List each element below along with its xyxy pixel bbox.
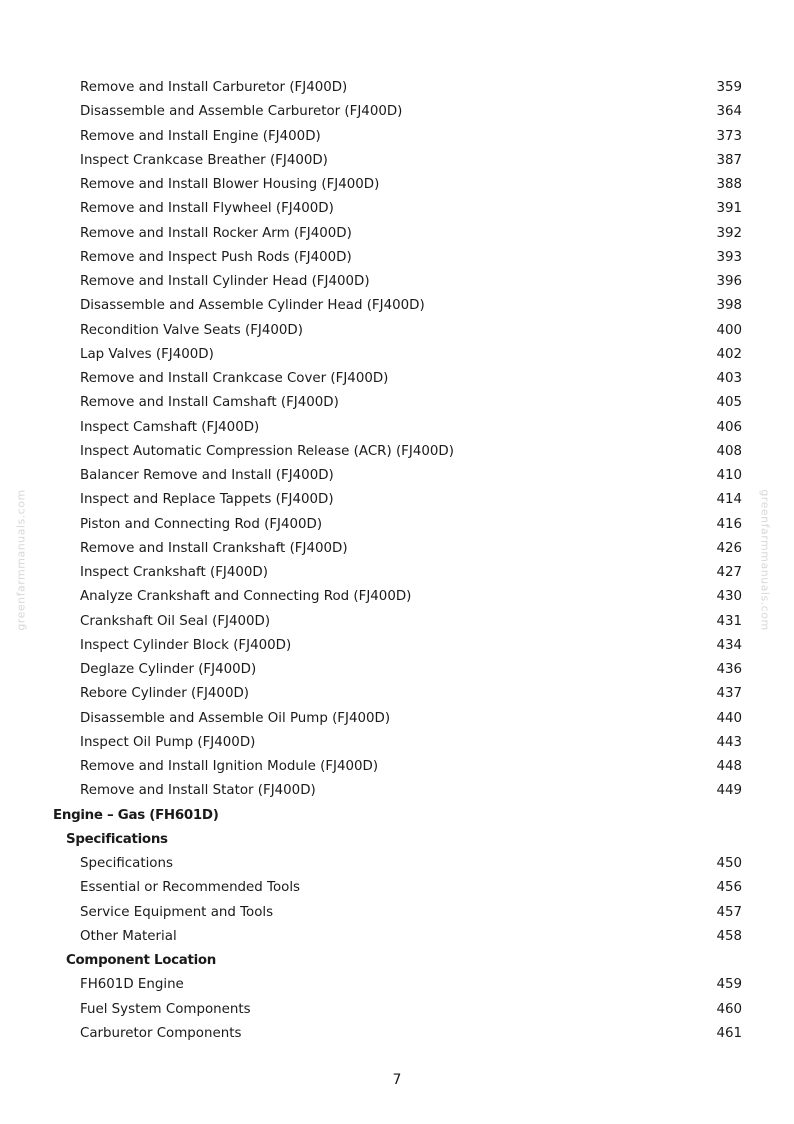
toc-entry[interactable] [0, 440, 794, 464]
toc-entry-title: Remove and Install Engine (FJ400D) [80, 128, 321, 144]
toc-entry-page-number: 440 [716, 710, 742, 726]
toc-entry-page-number: 434 [716, 637, 742, 653]
toc-entry-title: Analyze Crankshaft and Connecting Rod (FJ400D) [80, 589, 412, 605]
toc-entry-title: Crankshaft Oil Seal (FJ400D) [80, 613, 271, 629]
toc-entry-title: Deglaze Cylinder (FJ400D) [80, 662, 257, 677]
toc-entry[interactable] [0, 416, 794, 440]
toc-entry-title: Lap Valves (FJ400D) [80, 346, 214, 362]
toc-entry-title: Disassemble and Assemble Cylinder Head (FJ400D) [80, 298, 425, 314]
toc-entry-title: Remove and Install Cylinder Head (FJ400D) [80, 274, 370, 289]
toc-entry[interactable] [0, 149, 794, 173]
toc-entry-page-number: 461 [716, 1025, 742, 1041]
toc-entry[interactable] [0, 561, 794, 585]
toc-entry-page-number: 406 [716, 419, 742, 435]
toc-entry-title: Remove and Install Carburetor (FJ400D) [80, 80, 348, 95]
toc-entry-title: Service Equipment and Tools [80, 904, 274, 920]
toc-entry-page-number: 410 [716, 468, 742, 483]
toc-entry-title: Inspect and Replace Tappets (FJ400D) [80, 492, 334, 508]
toc-entry[interactable] [0, 488, 794, 512]
watermark-left: greenfarmmanuals.com [14, 489, 28, 631]
toc-entry-title: Inspect Automatic Compression Release (ACR) (FJ400D) [80, 443, 454, 459]
toc-entry[interactable] [0, 634, 794, 658]
toc-entry[interactable] [0, 779, 794, 803]
toc-entry[interactable] [0, 173, 794, 197]
table-of-contents [0, 76, 794, 1046]
toc-entry-title: Remove and Install Flywheel (FJ400D) [80, 201, 334, 217]
toc-entry-title: Rebore Cylinder (FJ400D) [80, 686, 250, 702]
toc-entry-title: Inspect Camshaft (FJ400D) [80, 419, 260, 435]
toc-entry-title: Piston and Connecting Rod (FJ400D) [80, 516, 323, 532]
toc-entry-page-number: 456 [716, 880, 742, 896]
toc-entry-title: Remove and Install Crankshaft (FJ400D) [80, 540, 348, 556]
toc-entry[interactable] [0, 658, 794, 682]
toc-entry-title: Remove and Install Rocker Arm (FJ400D) [80, 225, 352, 241]
toc-entry-title: Inspect Crankcase Breather (FJ400D) [80, 152, 328, 168]
toc-entry-page-number: 388 [716, 177, 742, 192]
toc-entry-page-number: 402 [716, 346, 742, 362]
toc-entry-page-number: 403 [716, 371, 742, 386]
toc-entry-page-number: 436 [716, 662, 742, 677]
toc-entry-page-number: 443 [716, 734, 742, 750]
toc-entry-page-number: 437 [716, 686, 742, 702]
toc-entry-page-number: 364 [716, 104, 742, 120]
toc-entry[interactable] [0, 537, 794, 561]
toc-entry-title: Inspect Crankshaft (FJ400D) [80, 565, 268, 580]
toc-entry-title: Fuel System Components [80, 1001, 251, 1017]
toc-entry[interactable] [0, 901, 794, 925]
toc-entry-page-number: 458 [716, 928, 742, 944]
toc-entry[interactable] [0, 367, 794, 391]
toc-entry-title: Remove and Install Blower Housing (FJ400D) [80, 177, 380, 192]
toc-entry-page-number: 426 [716, 540, 742, 556]
toc-entry-title: FH601D Engine [80, 977, 184, 993]
toc-entry[interactable] [0, 585, 794, 609]
toc-entry-page-number: 430 [716, 589, 742, 605]
page-number: 7 [392, 1072, 402, 1088]
toc-entry-title: Disassemble and Assemble Carburetor (FJ400D) [80, 104, 403, 120]
toc-section-heading [0, 828, 794, 852]
toc-entry-page-number: 408 [716, 443, 742, 459]
toc-entry[interactable] [0, 294, 794, 318]
toc-entry-page-number: 449 [716, 783, 742, 799]
toc-entry[interactable] [0, 464, 794, 488]
toc-entry[interactable] [0, 270, 794, 294]
toc-entry-page-number: 391 [716, 201, 742, 217]
toc-entry-title: Disassemble and Assemble Oil Pump (FJ400D) [80, 710, 391, 726]
toc-entry[interactable] [0, 1022, 794, 1046]
toc-entry[interactable] [0, 682, 794, 706]
toc-entry[interactable] [0, 125, 794, 149]
toc-entry[interactable] [0, 755, 794, 779]
toc-entry[interactable] [0, 513, 794, 537]
toc-entry-page-number: 396 [716, 274, 742, 289]
toc-entry-page-number: 448 [716, 759, 742, 774]
toc-entry[interactable] [0, 998, 794, 1022]
toc-entry-title: Engine – Gas (FH601D) [53, 807, 219, 823]
toc-entry-page-number: 405 [716, 395, 742, 411]
toc-entry[interactable] [0, 197, 794, 221]
toc-entry-page-number: 400 [716, 322, 742, 338]
toc-entry[interactable] [0, 76, 794, 100]
toc-entry-title: Component Location [66, 953, 217, 968]
toc-entry-title: Essential or Recommended Tools [80, 880, 301, 896]
watermark-right: greenfarmmanuals.com [758, 489, 772, 631]
toc-entry[interactable] [0, 731, 794, 755]
toc-entry-title: Remove and Install Ignition Module (FJ400D) [80, 759, 379, 774]
toc-entry-title: Other Material [80, 928, 177, 944]
toc-entry[interactable] [0, 100, 794, 124]
toc-entry-title: Specifications [80, 856, 173, 871]
toc-entry-title: Remove and Inspect Push Rods (FJ400D) [80, 249, 352, 265]
toc-entry-title: Inspect Cylinder Block (FJ400D) [80, 637, 292, 653]
toc-chapter-heading [0, 804, 794, 828]
toc-entry-title: Remove and Install Crankcase Cover (FJ400D) [80, 371, 389, 386]
toc-entry[interactable] [0, 973, 794, 997]
toc-entry[interactable] [0, 852, 794, 876]
toc-section-heading [0, 949, 794, 973]
toc-entry[interactable] [0, 343, 794, 367]
toc-entry-page-number: 373 [716, 128, 742, 144]
toc-entry-title: Carburetor Components [80, 1025, 242, 1041]
toc-entry[interactable] [0, 876, 794, 900]
toc-entry-title: Balancer Remove and Install (FJ400D) [80, 468, 334, 483]
toc-entry-title: Inspect Oil Pump (FJ400D) [80, 734, 256, 750]
toc-entry[interactable] [0, 610, 794, 634]
toc-entry-page-number: 431 [716, 613, 742, 629]
toc-entry-page-number: 457 [716, 904, 742, 920]
toc-entry[interactable] [0, 707, 794, 731]
toc-entry-page-number: 387 [716, 152, 742, 168]
toc-entry[interactable] [0, 925, 794, 949]
toc-entry-page-number: 416 [716, 516, 742, 532]
toc-entry-title: Remove and Install Stator (FJ400D) [80, 783, 316, 799]
toc-entry-title: Recondition Valve Seats (FJ400D) [80, 322, 303, 338]
toc-entry-page-number: 450 [716, 856, 742, 871]
toc-entry-title: Specifications [66, 831, 168, 847]
toc-entry-page-number: 460 [716, 1001, 742, 1017]
toc-entry[interactable] [0, 391, 794, 415]
toc-entry-page-number: 393 [716, 249, 742, 265]
toc-entry-page-number: 459 [716, 977, 742, 993]
toc-entry[interactable] [0, 319, 794, 343]
toc-entry-page-number: 392 [716, 225, 742, 241]
toc-entry-page-number: 398 [716, 298, 742, 314]
toc-entry-page-number: 359 [716, 80, 742, 95]
toc-entry[interactable] [0, 246, 794, 270]
toc-entry-page-number: 414 [716, 492, 742, 508]
toc-entry[interactable] [0, 222, 794, 246]
toc-entry-page-number: 427 [716, 565, 742, 580]
toc-entry-title: Remove and Install Camshaft (FJ400D) [80, 395, 339, 411]
